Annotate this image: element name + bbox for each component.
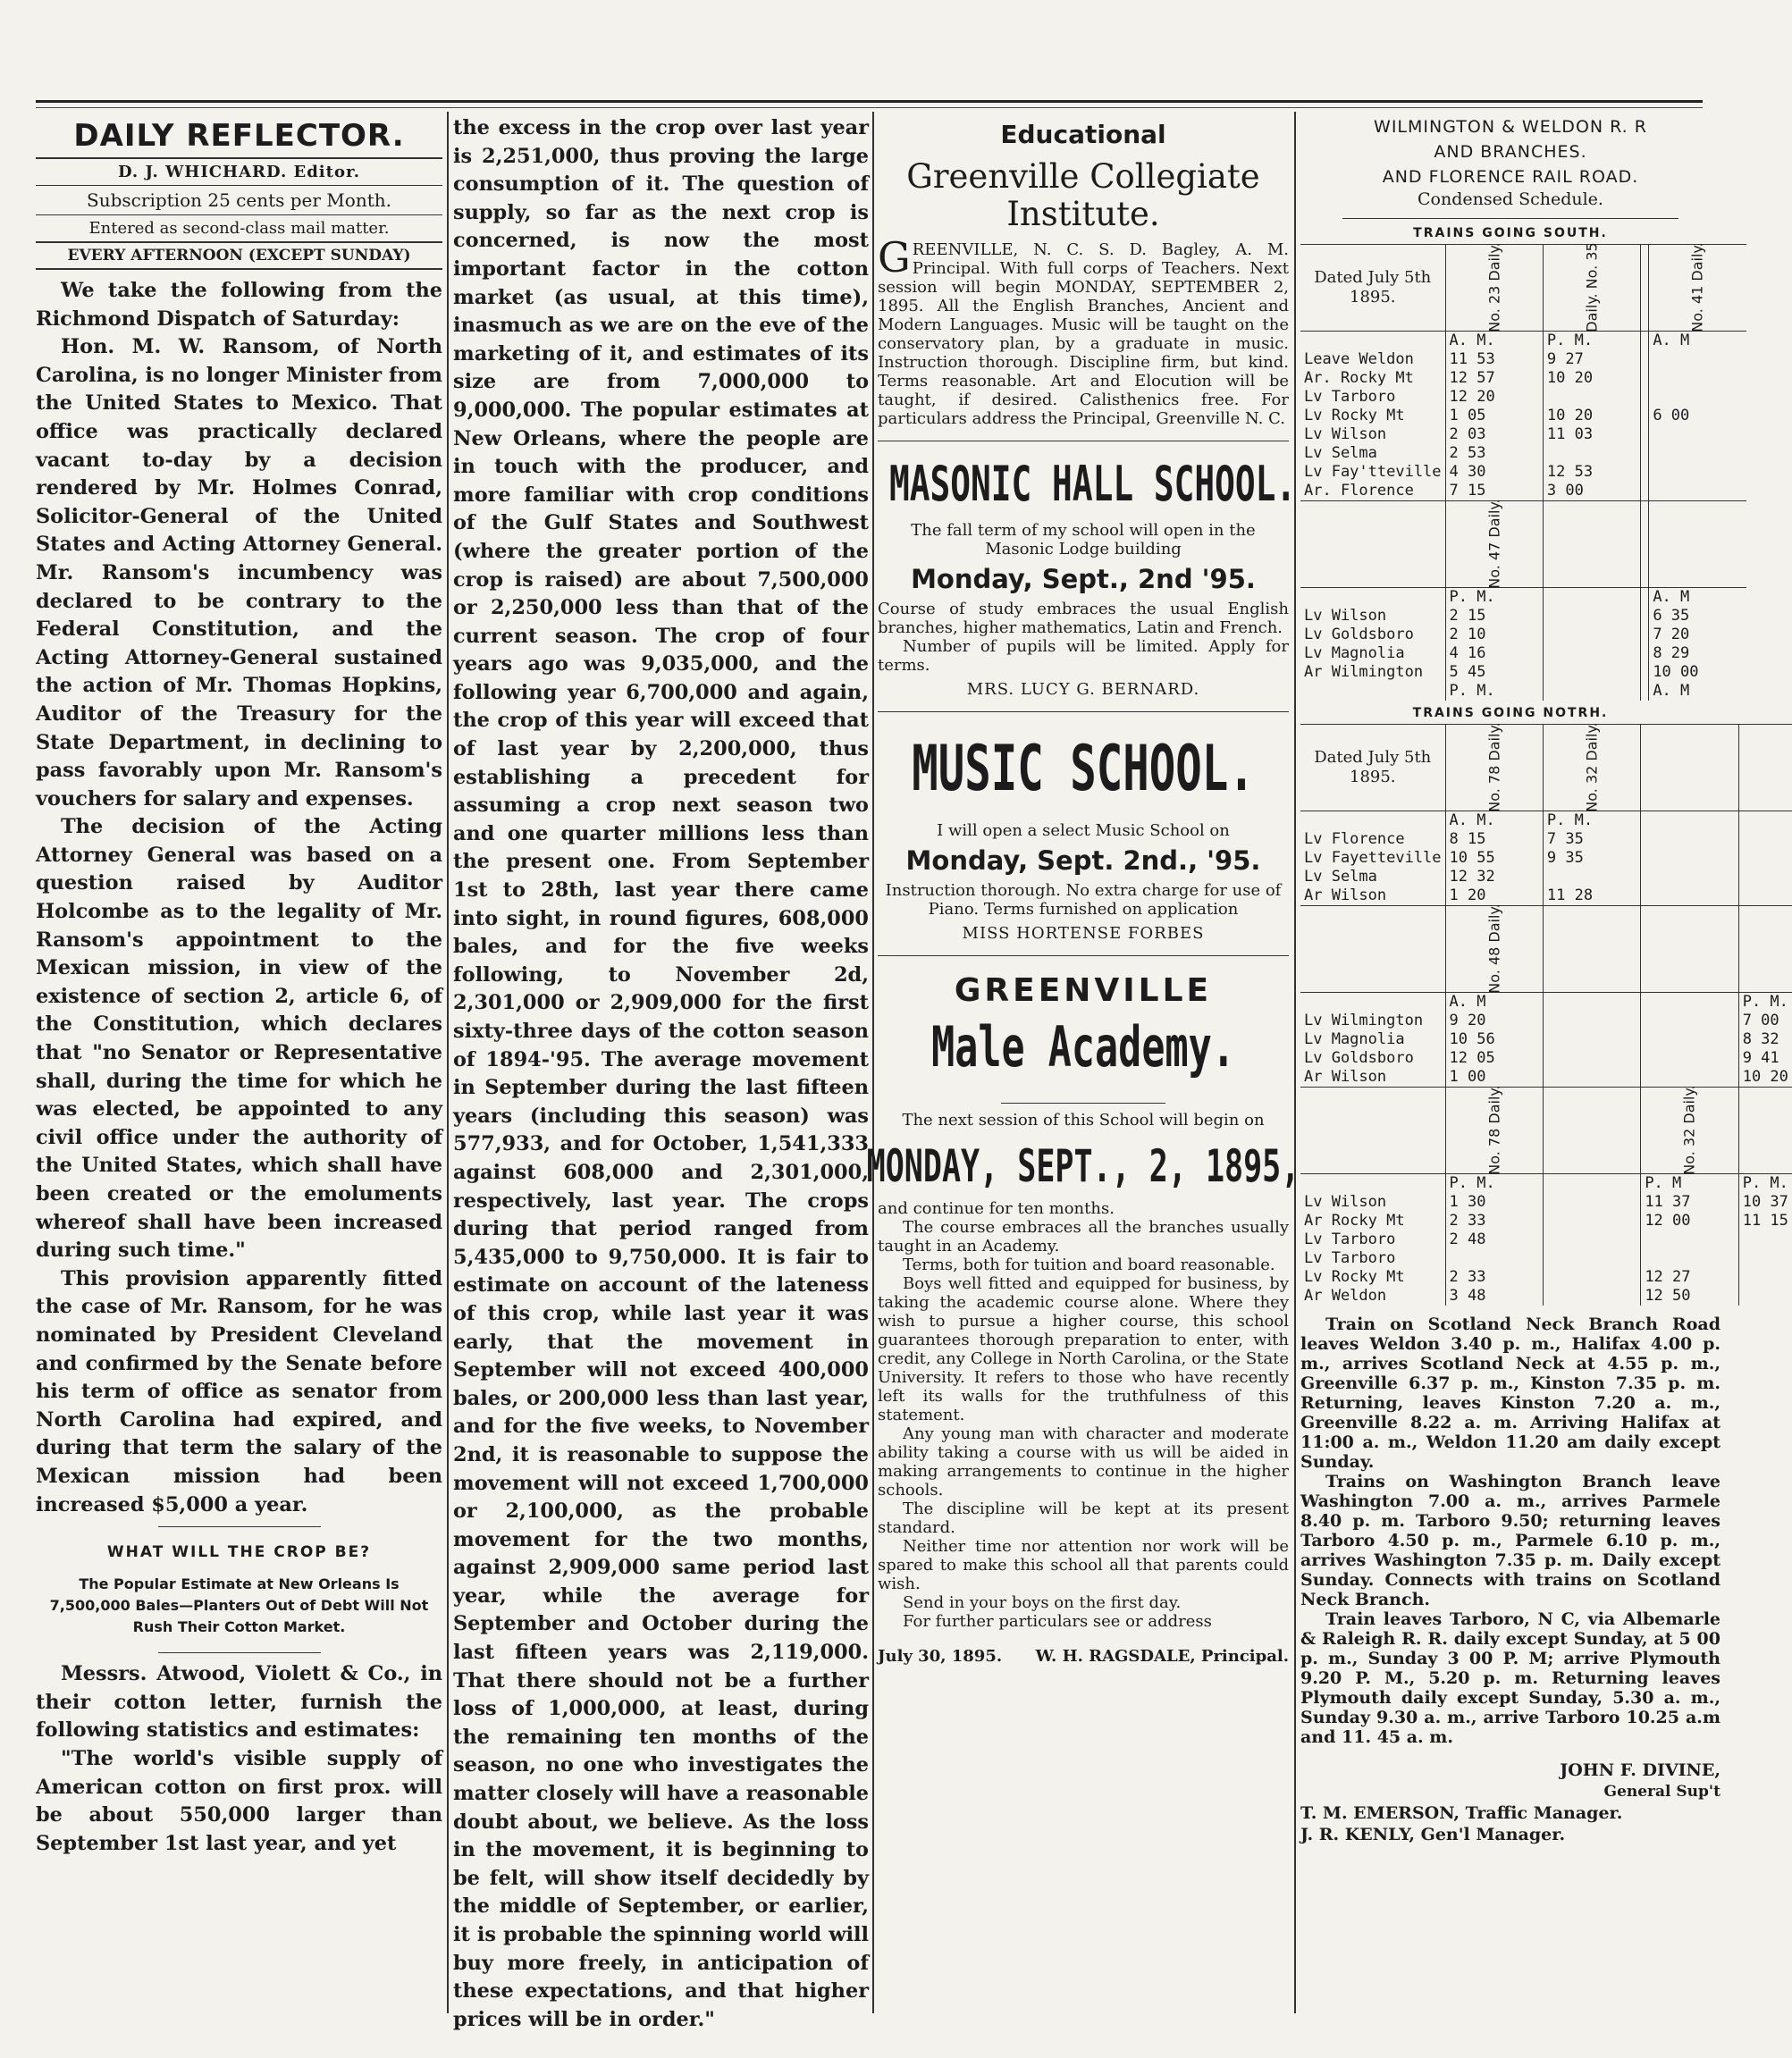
- educational-header: Educational: [1000, 120, 1166, 149]
- time-cell: 9 35: [1543, 849, 1640, 868]
- time-cell: 6 35: [1653, 607, 1690, 625]
- time-cell: [1543, 644, 1640, 663]
- station-name: Lv Rocky Mt: [1300, 407, 1445, 425]
- masonic-note: Number of pupils will be limited. Apply for terms.: [878, 637, 1289, 675]
- institute-dropcap: G: [878, 233, 911, 281]
- train-number-label: No. 23 Daily.: [1445, 245, 1543, 332]
- time-cell: [1543, 1068, 1640, 1088]
- timetable-row: [1300, 1193, 1792, 1212]
- masthead-schedule: EVERY AFTERNOON (EXCEPT SUNDAY): [36, 242, 442, 270]
- academy-paragraph: For further particulars see or address: [903, 1612, 1212, 1631]
- time-cell: [1445, 1249, 1543, 1268]
- station-name: Lv Selma: [1300, 868, 1445, 886]
- time-cell: 12 53: [1543, 463, 1640, 482]
- music-body: Instruction thorough. No extra charge for use of Piano. Terms furnished on application: [885, 881, 1282, 919]
- time-cell: 1 00: [1445, 1068, 1543, 1088]
- article-paragraph: Messrs. Atwood, Violett & Co., in their cotton letter, furnish the following statistics and estimates:: [36, 1662, 442, 1743]
- time-cell: [1543, 444, 1640, 463]
- time-cell: 1 30: [1445, 1193, 1543, 1212]
- timetable-row: [1300, 388, 1746, 407]
- time-cell: [1543, 1030, 1640, 1049]
- column-rule: [447, 112, 449, 2013]
- time-cell: 12 20: [1445, 388, 1543, 407]
- timetable-row: [1300, 482, 1746, 501]
- station-name: Lv Rocky Mt: [1300, 1268, 1445, 1287]
- article-paragraph: Hon. M. W. Ransom, of North Carolina, is no longer Minister from the United States to Mexico. That office was practically declared vacant to-day by a decision rendered by Mr. Holmes Conrad, Solicitor-General of the United States and Acting Attorney General. Mr. Ransom's incumbency was declared to be contrary to the Federal Constitution, and the Acting Attorney-General sustained the action of Mr. Thomas Hopkins, Auditor of the Treasury for the State Department, in declining to pass favorably upon Mr. Ransom's vouchers for salary and expenses.: [36, 335, 442, 811]
- music-title: MUSIC SCHOOL.: [912, 732, 1255, 805]
- time-cell: 1 20: [1445, 886, 1543, 906]
- timetable-row: [1300, 607, 1746, 626]
- station-name: Lv Magnolia: [1300, 644, 1445, 663]
- timetable-row: [1300, 350, 1746, 369]
- time-cell: [1543, 1287, 1640, 1306]
- dated-label: Dated July 5th 1895.: [1300, 725, 1445, 811]
- time-cell: 2 10: [1445, 626, 1543, 644]
- station-name: Lv Goldsboro: [1300, 626, 1445, 644]
- timetable-header: [1300, 725, 1792, 811]
- timetable-row: [1300, 886, 1792, 906]
- timetable-row: [1300, 811, 1792, 831]
- time-cell: 5 45: [1445, 663, 1543, 682]
- train-number-label: No. 47 Daily.: [1445, 501, 1543, 588]
- officer-name: J. R. KENLY, Gen'l Manager.: [1300, 1825, 1566, 1844]
- north-timetable: [1300, 724, 1792, 1306]
- time-cell: [1641, 1030, 1738, 1049]
- timetable-header: [1300, 906, 1792, 993]
- time-cell: [1641, 849, 1738, 868]
- station-name: Ar Weldon: [1300, 1287, 1445, 1306]
- train-number-label: No. 78 Daily.: [1445, 1088, 1543, 1174]
- time-cell: [1649, 444, 1746, 463]
- time-cell: 9 41: [1742, 1049, 1779, 1067]
- time-cell: 4 30: [1445, 463, 1543, 482]
- station-name: Ar Wilson: [1300, 1068, 1445, 1088]
- time-cell: [1641, 682, 1649, 701]
- masthead-entered: Entered as second-class mail matter.: [36, 214, 442, 242]
- time-cell: 8 29: [1653, 644, 1690, 662]
- column-rule: [872, 112, 874, 2013]
- railroad-title: AND BRANCHES.: [1434, 142, 1587, 162]
- time-cell: [1641, 350, 1649, 369]
- time-cell: [1649, 482, 1746, 501]
- masthead-subscription: Subscription 25 cents per Month.: [36, 185, 442, 214]
- time-cell: [1738, 1249, 1792, 1268]
- time-cell: 12 00: [1641, 1212, 1738, 1231]
- masthead-editor: D. J. WHICHARD. Editor.: [36, 157, 442, 185]
- timetable-row: [1300, 425, 1746, 444]
- train-number-label: No. 78 Daily.: [1445, 725, 1543, 811]
- station-name: Lv Tarboro: [1300, 1249, 1445, 1268]
- time-cell: [1641, 332, 1649, 351]
- divider: [1342, 218, 1678, 219]
- dated-label: [1300, 501, 1445, 588]
- station-name: Lv Selma: [1300, 444, 1445, 463]
- time-cell: P. M.: [1543, 332, 1640, 351]
- time-cell: [1641, 663, 1649, 682]
- timetable-row: [1300, 849, 1792, 868]
- south-title: TRAINS GOING SOUTH.: [1413, 226, 1608, 240]
- time-cell: 10 20: [1543, 407, 1640, 425]
- timetable-row: [1300, 1174, 1792, 1194]
- time-cell: [1543, 868, 1640, 886]
- time-cell: 11 53: [1445, 350, 1543, 369]
- timetable-header: [1300, 1088, 1792, 1174]
- article-paragraph: The decision of the Acting Attorney General was based on a question raised by Auditor Holcombe as to the legality of Mr. Ransom's appointment to the Mexican mission, in view of the existence of section 2, article 6, of the Constitution, which declares that "no Senator or Representative shall, during the time for which he was elected, be appointed to any civil office under the authority of the United States, which shall have been created or the emoluments whereof shall have been increased during such time.": [36, 815, 442, 1263]
- time-cell: [1641, 830, 1738, 849]
- time-cell: 11 15: [1742, 1212, 1788, 1230]
- timetable-row: [1300, 682, 1746, 701]
- academy-paragraph: Neither time nor attention nor work will be spared to make this school all that parents could wish.: [878, 1537, 1289, 1593]
- timetable-row: [1300, 407, 1746, 425]
- time-cell: A. M.: [1445, 332, 1543, 351]
- railroad-note: Train on Scotland Neck Branch Road leaves Weldon 3.40 p. m., Halifax 4.00 p. m., arrives Scotland Neck at 4.55 p. m., Greenville 6.37 p. m., Kinston 7.35 p. m. Returning, leaves Kinston 7.20 a. m., Greenville 8.22 a. m. Arriving Halifax at 11:00 a. m., Weldon 11.20 am daily except Sunday.: [1300, 1315, 1720, 1472]
- time-cell: 3 48: [1445, 1287, 1543, 1306]
- time-cell: 7 00: [1742, 1012, 1779, 1029]
- time-cell: P. M: [1641, 1174, 1738, 1194]
- time-cell: 12 57: [1445, 369, 1543, 388]
- train-number-label: No. 32 Daily.: [1641, 1088, 1738, 1174]
- divider: [878, 955, 1289, 956]
- time-cell: 7 15: [1445, 482, 1543, 501]
- time-cell: 8 32: [1742, 1030, 1779, 1048]
- train-number-label: [1641, 245, 1649, 332]
- railroad-note: Trains on Washington Branch leave Washington 7.00 a. m., arrives Parmele 8.40 p. m. Tarboro 9.50; returning leaves Tarboro 4.50 p. m., Parmele 6.10 p. m., arrives Washington 7.35 p. m. Daily except Sunday. Connects with trains on Scotland Neck Branch.: [1300, 1472, 1720, 1609]
- time-cell: A. M: [1653, 588, 1690, 606]
- dated-label: [1300, 1088, 1445, 1174]
- time-cell: [1738, 1287, 1792, 1306]
- train-number-label: [1649, 501, 1746, 588]
- timetable-row: [1300, 1231, 1792, 1249]
- top-rule: [36, 100, 1703, 103]
- timetable-row: [1300, 369, 1746, 388]
- time-cell: [1641, 1049, 1738, 1068]
- station-name: Ar Rocky Mt: [1300, 1212, 1445, 1231]
- timetable-row: [1300, 1249, 1792, 1268]
- crop-headline: WHAT WILL THE CROP BE?: [106, 1543, 372, 1562]
- academy-paragraph: Terms, both for tuition and board reasonable.: [903, 1256, 1275, 1274]
- time-cell: 11 37: [1641, 1193, 1738, 1212]
- time-cell: [1738, 1231, 1792, 1249]
- timetable-row: [1300, 588, 1746, 608]
- time-cell: [1543, 626, 1640, 644]
- time-cell: 10 55: [1445, 849, 1543, 868]
- station-name: Lv Magnolia: [1300, 1030, 1445, 1049]
- timetable-header: [1300, 245, 1746, 332]
- time-cell: 10 00: [1653, 663, 1699, 681]
- officer-name: T. M. EMERSON, Traffic Manager.: [1300, 1803, 1623, 1823]
- time-cell: 2 53: [1445, 444, 1543, 463]
- time-cell: 1 05: [1445, 407, 1543, 425]
- masonic-intro: The fall term of my school will open in the Masonic Lodge building: [911, 521, 1256, 559]
- station-name: Ar. Rocky Mt: [1300, 369, 1445, 388]
- railroad-subtitle: Condensed Schedule.: [1418, 189, 1603, 209]
- train-number-label: Daily. No. 35: [1543, 245, 1640, 332]
- time-cell: [1649, 369, 1746, 388]
- time-cell: [1641, 463, 1649, 482]
- station-name: [1300, 811, 1445, 831]
- train-number-label: [1641, 725, 1738, 811]
- time-cell: [1641, 444, 1649, 463]
- time-cell: 2 48: [1445, 1231, 1543, 1249]
- timetable-row: [1300, 626, 1746, 644]
- academy-paragraph: and continue for ten months.: [878, 1199, 1115, 1218]
- academy-paragraph: Any young man with character and moderate ability taking a course with us will be aided in making arrangements to continue in the higher schools.: [878, 1424, 1289, 1499]
- music-signature: MISS HORTENSE FORBES: [962, 924, 1205, 943]
- institute-body: REENVILLE, N. C. S. D. Bagley, A. M. Principal. With full corps of Teachers. Next session will begin MONDAY, SEPTEMBER 2, 1895. All the English Branches, Ancient and Modern Languages. Music will be taught on the conservatory plan, by a graduate in music. Instruction thorough. Discipline firm, but kind. Terms reasonable. Art and Elocution will be taught, if desired. Calisthenics free. For particulars address the Principal, Greenville N. C.: [878, 240, 1289, 428]
- time-cell: [1543, 1049, 1640, 1068]
- train-number-label: [1641, 906, 1738, 993]
- academy-paragraph: Send in your boys on the first day.: [903, 1593, 1182, 1612]
- station-name: [1300, 993, 1445, 1012]
- time-cell: [1543, 663, 1640, 682]
- time-cell: [1641, 993, 1738, 1012]
- station-name: Lv Tarboro: [1300, 1231, 1445, 1249]
- railroad-note: Train leaves Tarboro, N C, via Albemarle & Raleigh R. R. daily except Sunday, at 5 00 p. m., Sunday 3 00 P. M; arrive Plymouth 9.20 P. M., 5.20 p. m. Returning leaves Plymouth daily except Sunday, 5.30 a. m., Sunday 9.30 a. m., arrive Tarboro 10.25 a.m and 11. 45 a. m.: [1300, 1609, 1720, 1747]
- railroad-title: WILMINGTON & WELDON R. R: [1374, 117, 1647, 137]
- train-number-label: [1543, 1088, 1640, 1174]
- academy-foot-date: July 30, 1895.: [878, 1647, 1003, 1666]
- time-cell: 6 00: [1653, 407, 1690, 424]
- time-cell: 12 05: [1445, 1049, 1543, 1068]
- masonic-date: Monday, Sept., 2nd '95.: [911, 564, 1256, 594]
- time-cell: 11 03: [1543, 425, 1640, 444]
- time-cell: 7 20: [1653, 626, 1690, 643]
- time-cell: [1543, 1174, 1640, 1194]
- station-name: Lv Fay'tteville: [1300, 463, 1445, 482]
- academy-date: MONDAY, SEPT., 2, 1895,: [866, 1140, 1300, 1192]
- station-name: [1300, 588, 1445, 608]
- crop-subhead: The Popular Estimate at New Orleans Is 7,500,000 Bales—Planters Out of Debt Will Not Rush Their Cotton Market.: [49, 1575, 429, 1636]
- timetable-row: [1300, 1012, 1792, 1030]
- article-paragraph: This provision apparently fitted the case of Mr. Ransom, for he was nominated by President Cleveland and confirmed by the Senate before his term of office as senator from North Carolina had expired, and during that term the salary of the Mexican mission had been increased $5,000 a year.: [36, 1266, 442, 1516]
- dated-label: Dated July 5th 1895.: [1300, 245, 1445, 332]
- time-cell: 10 56: [1445, 1030, 1543, 1049]
- train-number-label: No. 32 Daily.: [1543, 725, 1640, 811]
- station-name: Lv Wilson: [1300, 607, 1445, 626]
- article-paragraph: the excess in the crop over last year is 2,251,000, thus proving the large consumption of it. The question of supply, so far as the next crop is concerned, is now the most important factor in the cotton market (as usual, at this time), inasmuch as we are on the eve of the marketing of it, and estimates of its size are from 7,000,000 to 9,000,000. The popular estimates at New Orleans, where the people are in touch with the producer, and more familiar with crop conditions of the Gulf States and Southwest (where the greater portion of the crop is raised) are about 7,500,000 or 2,250,000 less than that of the current season. The crop of four years ago was 9,035,000, and the following year 6,700,000 and again, the crop of this year will exceed that of last year by 2,200,000, thus establishing a precedent for assuming a crop next season two and one quarter millions less than the present one. From September 1st to 28th, last year there came into sight, in round figures, 608,000 bales, and for the five weeks following, to November 2d, 2,301,000 or 2,909,000 for the first sixty-three days of the cotton season of 1894-'95. The average movement in September during the last fifteen years (including this season) was 577,933, and for October, 1,541,333 against 608,000 and 2,301,000, respectively, last year. The crops during that period ranged from 5,435,000 to 9,750,000. It is fair to estimate on account of the lateness of this crop, while last year it was early, that the movement in September will not exceed 400,000 bales, or 200,000 less than last year, and for the five weeks, to November 2nd, it is reasonable to suppose the movement will not exceed 1,700,000 or 2,100,000, as the probable movement for the two months, against 2,909,000 same period last year, while the average for September and October during the last fifteen years was 2,119,000. That there should not be a further loss of 1,000,000, at least, during the remaining ten months of the season, no one who investigates the matter closely will have a reasonable doubt about, we believe. As the loss in the movement, it is beginning to be felt, will show itself decidedly by the middle of September, or earlier, it is probable the spinning world will buy more freely, in anticipation of these expectations, and that higher prices will be in order.": [453, 116, 869, 2031]
- time-cell: P. M.: [1445, 588, 1543, 608]
- station-name: [1300, 682, 1445, 701]
- column-3: [866, 114, 1300, 2013]
- time-cell: [1649, 350, 1746, 369]
- time-cell: [1649, 425, 1746, 444]
- time-cell: 12 27: [1641, 1268, 1738, 1287]
- article-paragraph: We take the following from the Richmond Dispatch of Saturday:: [36, 279, 442, 331]
- time-cell: 2 15: [1445, 607, 1543, 626]
- timetable-row: [1300, 1287, 1792, 1306]
- time-cell: P. M.: [1742, 1174, 1788, 1192]
- column-2: [453, 114, 869, 2031]
- time-cell: [1641, 626, 1649, 644]
- time-cell: 7 35: [1543, 830, 1640, 849]
- divider: [878, 711, 1289, 712]
- time-cell: 8 15: [1445, 830, 1543, 849]
- time-cell: [1641, 868, 1738, 886]
- time-cell: 12 32: [1445, 868, 1543, 886]
- time-cell: A. M.: [1445, 811, 1543, 831]
- music-intro: I will open a select Music School on: [937, 821, 1230, 840]
- station-name: Lv Wilson: [1300, 425, 1445, 444]
- time-cell: [1738, 868, 1792, 886]
- timetable-row: [1300, 1068, 1792, 1088]
- train-number-label: [1738, 906, 1792, 993]
- timetable-row: [1300, 332, 1746, 351]
- time-cell: 2 33: [1445, 1268, 1543, 1287]
- time-cell: [1543, 1212, 1640, 1231]
- time-cell: [1543, 1249, 1640, 1268]
- institute-title: Greenville Collegiate Institute.: [906, 157, 1260, 233]
- time-cell: [1543, 588, 1640, 608]
- time-cell: [1543, 682, 1640, 701]
- time-cell: 9 27: [1543, 350, 1640, 369]
- timetable-row: [1300, 830, 1792, 849]
- time-cell: P. M.: [1445, 1174, 1543, 1194]
- train-number-label: No. 41 Daily.: [1649, 245, 1746, 332]
- time-cell: [1641, 644, 1649, 663]
- time-cell: [1641, 1249, 1738, 1268]
- time-cell: A. M: [1653, 332, 1690, 349]
- time-cell: [1649, 463, 1746, 482]
- train-number-label: [1543, 501, 1640, 588]
- column-rule: [1294, 112, 1296, 2013]
- time-cell: 9 20: [1445, 1012, 1543, 1030]
- column-1: [36, 114, 442, 2013]
- time-cell: [1543, 1012, 1640, 1030]
- time-cell: [1641, 369, 1649, 388]
- time-cell: 11 28: [1543, 886, 1640, 906]
- timetable-row: [1300, 868, 1792, 886]
- timetable-row: [1300, 993, 1792, 1012]
- column-4: [1300, 114, 1788, 2013]
- train-number-label: [1738, 1088, 1792, 1174]
- officer-name: JOHN F. DIVINE,: [1560, 1760, 1720, 1780]
- north-title: TRAINS GOING NOTRH.: [1412, 706, 1609, 720]
- timetable-row: [1300, 1030, 1792, 1049]
- timetable-row: [1300, 1268, 1792, 1287]
- time-cell: [1738, 886, 1792, 906]
- time-cell: 2 03: [1445, 425, 1543, 444]
- time-cell: [1641, 1231, 1738, 1249]
- time-cell: [1543, 607, 1640, 626]
- station-name: Lv Florence: [1300, 830, 1445, 849]
- station-name: Lv Tarboro: [1300, 388, 1445, 407]
- time-cell: [1641, 607, 1649, 626]
- divider: [158, 1652, 321, 1653]
- time-cell: [1641, 886, 1738, 906]
- time-cell: P. M.: [1742, 993, 1788, 1011]
- south-timetable: [1300, 244, 1746, 701]
- academy-paragraph: The discipline will be kept at its present standard.: [878, 1499, 1289, 1537]
- academy-paragraph: The course embraces all the branches usually taught in an Academy.: [878, 1218, 1289, 1256]
- time-cell: [1543, 1193, 1640, 1212]
- time-cell: [1641, 1012, 1738, 1030]
- time-cell: 10 37: [1742, 1193, 1788, 1211]
- time-cell: [1543, 1268, 1640, 1287]
- train-number-label: [1641, 501, 1649, 588]
- time-cell: [1641, 811, 1738, 831]
- time-cell: 4 16: [1445, 644, 1543, 663]
- academy-paragraph: Boys well fitted and equipped for business, by taking the academic course alone. Where they wish to pursue a higher course, this school guarantees thorough preparation to enter, with credit, any College in North Carolina, or the State University. It refers to those who have recently left its walls for the truthfulness of this statement.: [878, 1274, 1289, 1424]
- station-name: [1300, 1174, 1445, 1194]
- time-cell: [1641, 407, 1649, 425]
- time-cell: A. M: [1653, 682, 1690, 700]
- divider: [158, 1526, 321, 1527]
- time-cell: P. M.: [1543, 811, 1640, 831]
- station-name: Ar Wilmington: [1300, 663, 1445, 682]
- timetable-row: [1300, 1049, 1792, 1068]
- station-name: Lv Wilmington: [1300, 1012, 1445, 1030]
- top-rule-thin: [36, 107, 1703, 108]
- time-cell: P. M.: [1445, 682, 1543, 701]
- station-name: Ar Wilson: [1300, 886, 1445, 906]
- train-number-label: [1543, 906, 1640, 993]
- station-name: Lv Fayetteville: [1300, 849, 1445, 868]
- divider: [1001, 1103, 1165, 1104]
- station-name: Leave Weldon: [1300, 350, 1445, 369]
- masonic-title: MASONIC HALL SCHOOL.: [889, 456, 1297, 512]
- time-cell: [1641, 1068, 1738, 1088]
- time-cell: [1738, 830, 1792, 849]
- station-name: [1300, 332, 1445, 351]
- train-number-label: No. 48 Daily.: [1445, 906, 1543, 993]
- station-name: Ar. Florence: [1300, 482, 1445, 501]
- time-cell: [1543, 388, 1640, 407]
- dated-label: [1300, 906, 1445, 993]
- time-cell: [1738, 1268, 1792, 1287]
- station-name: Lv Goldsboro: [1300, 1049, 1445, 1068]
- time-cell: [1738, 811, 1792, 831]
- masthead-title: DAILY REFLECTOR.: [73, 118, 405, 154]
- timetable-row: [1300, 1212, 1792, 1231]
- academy-signature: W. H. RAGSDALE, Principal.: [1035, 1647, 1289, 1666]
- time-cell: 10 20: [1742, 1068, 1788, 1086]
- academy-title: Male Academy.: [931, 1014, 1235, 1079]
- masonic-body: Course of study embraces the usual English branches, higher mathematics, Latin and French.: [878, 600, 1289, 637]
- music-date: Monday, Sept. 2nd., '95.: [905, 845, 1261, 876]
- timetable-row: [1300, 463, 1746, 482]
- time-cell: 3 00: [1543, 482, 1640, 501]
- time-cell: [1543, 993, 1640, 1012]
- academy-intro: The next session of this School will begin on: [902, 1111, 1265, 1130]
- time-cell: [1649, 388, 1746, 407]
- masonic-signature: MRS. LUCY G. BERNARD.: [966, 680, 1200, 699]
- academy-top: GREENVILLE: [954, 972, 1213, 1009]
- timetable-row: [1300, 444, 1746, 463]
- timetable-header: [1300, 501, 1746, 588]
- time-cell: [1641, 588, 1649, 608]
- station-name: Lv Wilson: [1300, 1193, 1445, 1212]
- time-cell: [1641, 482, 1649, 501]
- officer-title: General Sup't: [1603, 1783, 1720, 1801]
- train-number-label: [1738, 725, 1792, 811]
- time-cell: 2 33: [1445, 1212, 1543, 1231]
- time-cell: 10 20: [1543, 369, 1640, 388]
- time-cell: [1641, 425, 1649, 444]
- time-cell: [1738, 849, 1792, 868]
- time-cell: [1641, 388, 1649, 407]
- timetable-row: [1300, 663, 1746, 682]
- timetable-row: [1300, 644, 1746, 663]
- time-cell: 12 50: [1641, 1287, 1738, 1306]
- railroad-title: AND FLORENCE RAIL ROAD.: [1382, 167, 1639, 187]
- time-cell: A. M: [1445, 993, 1543, 1012]
- article-paragraph: "The world's visible supply of American cotton on first prox. will be about 550,000 larger than September 1st last year, and yet: [36, 1746, 442, 1855]
- time-cell: [1543, 1231, 1640, 1249]
